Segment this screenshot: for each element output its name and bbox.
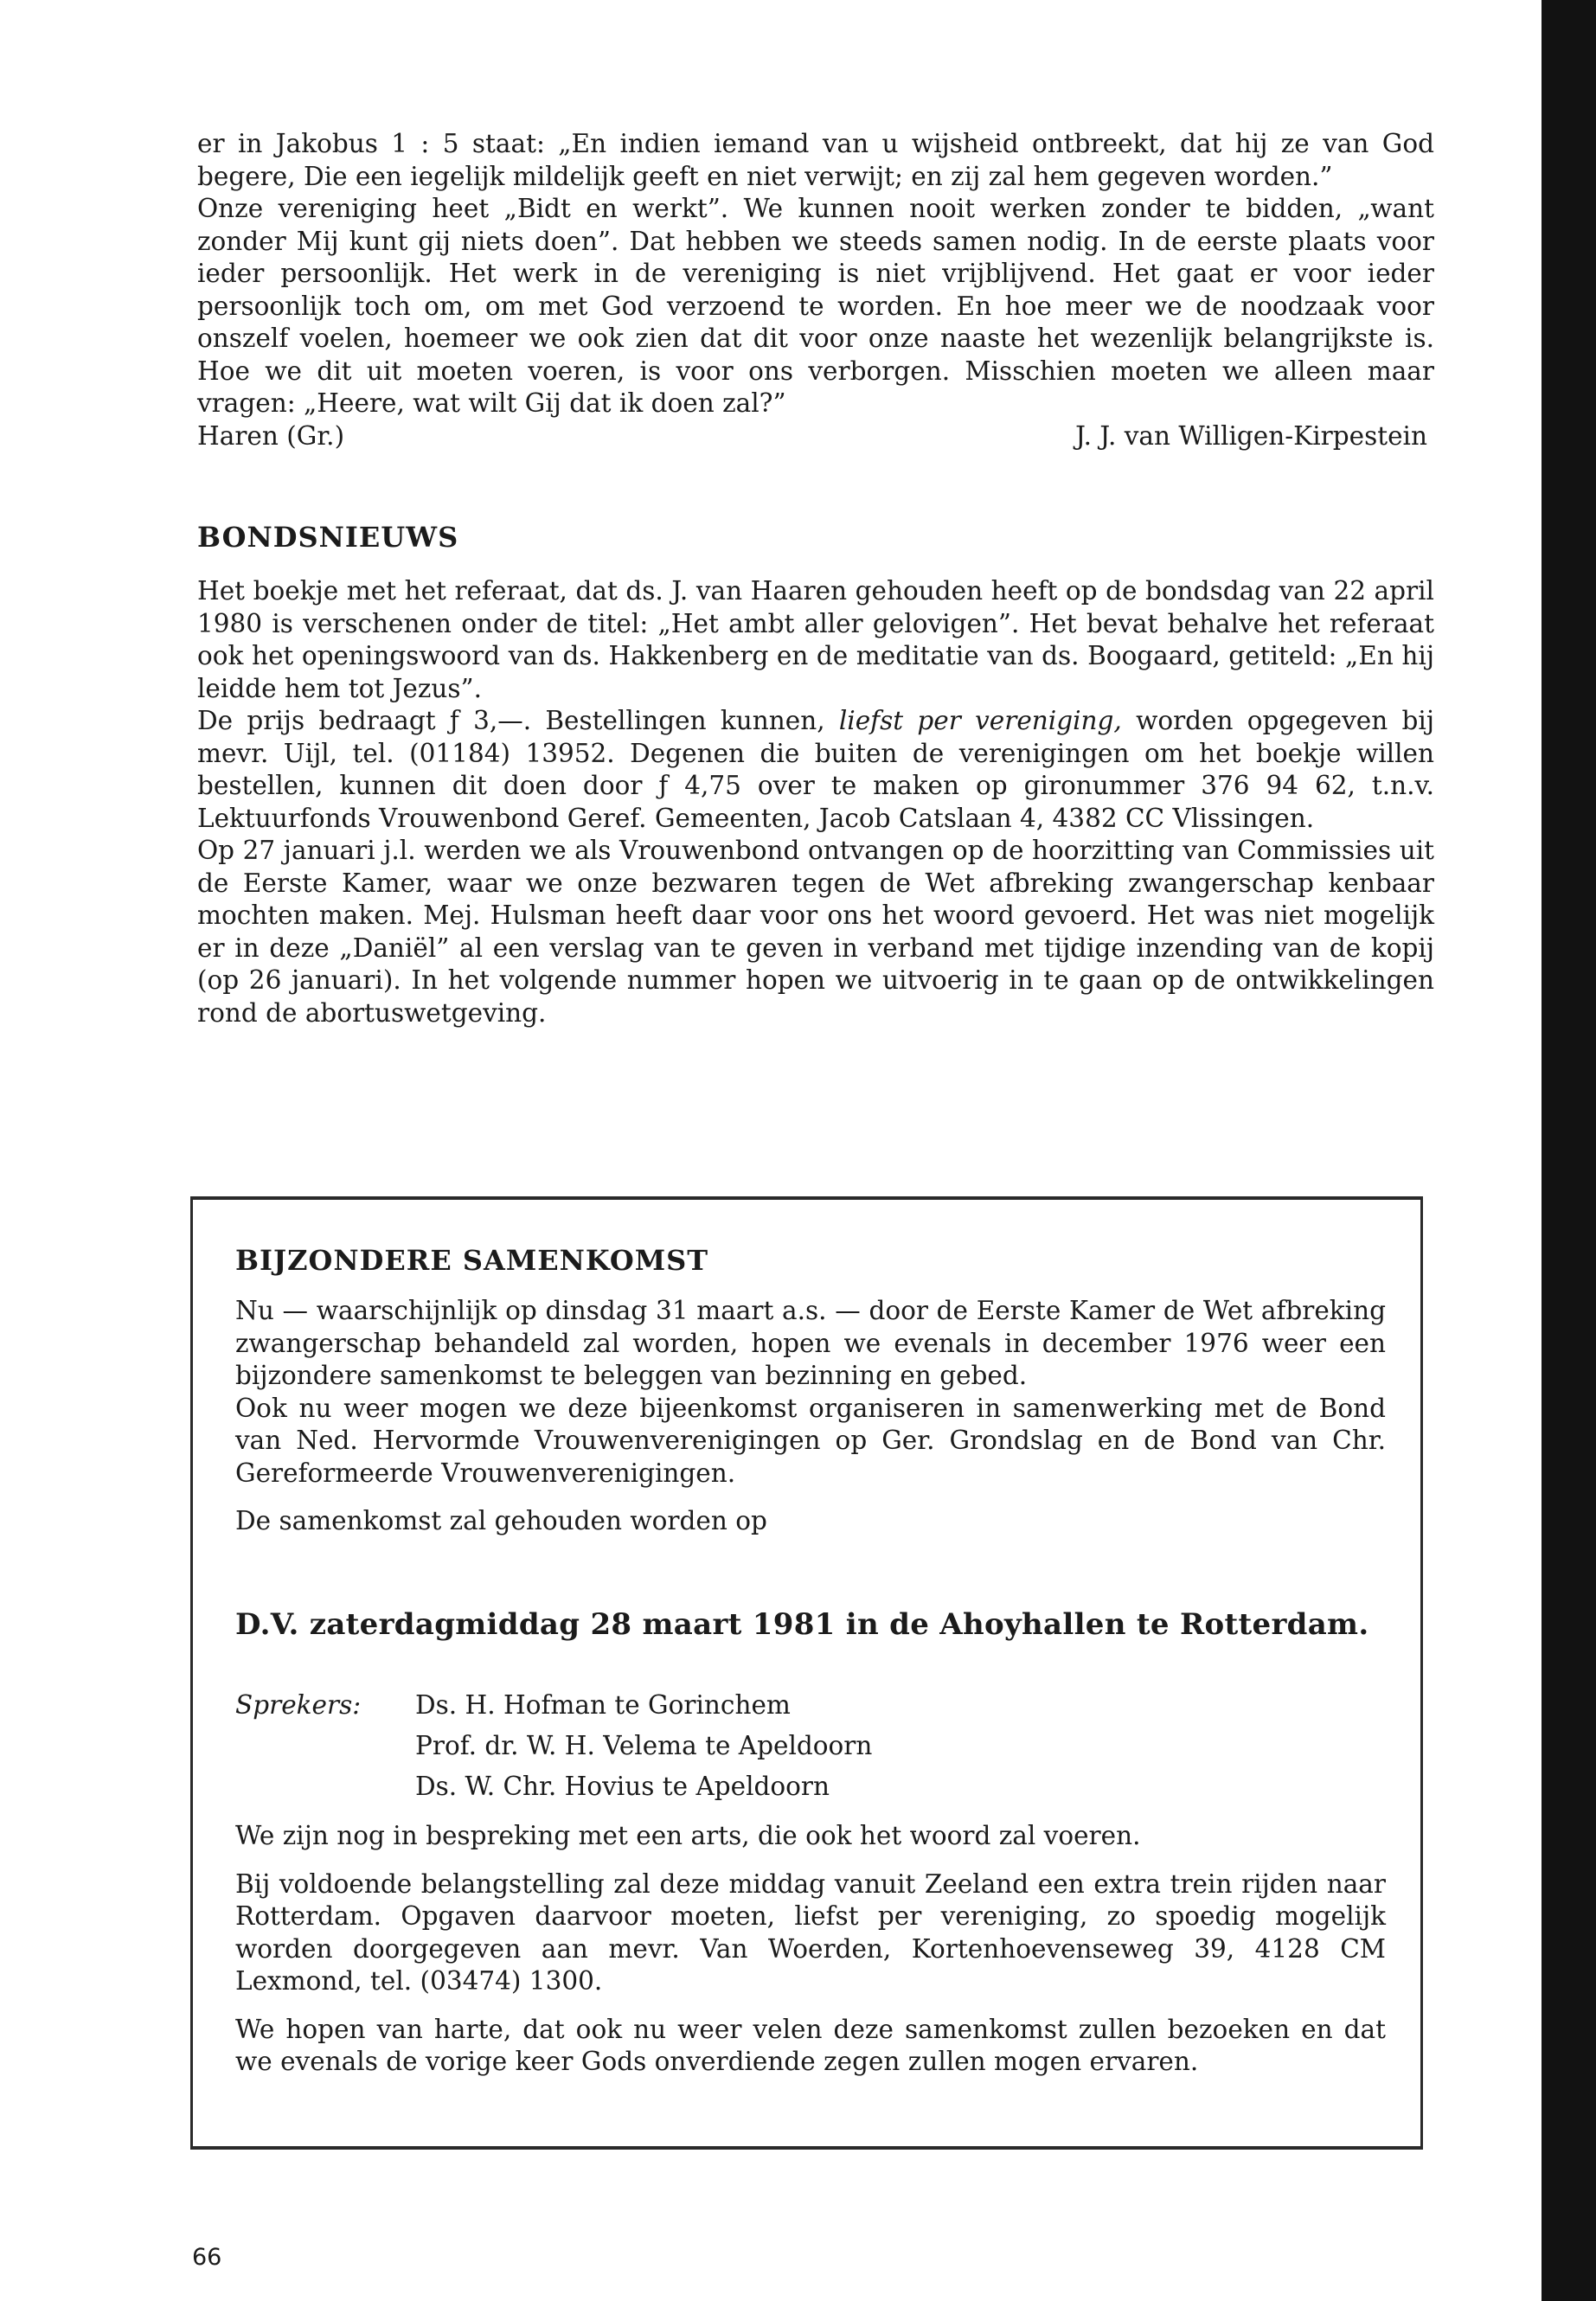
intro-paragraph-1: er in Jakobus 1 : 5 staat: „En indien iemand van u wijsheid ontbreekt, dat hij ze van God begere, Die een iegelijk mildelijk geeft en niet verwijt; en zij zal hem gegeven worden.” [197,129,1434,191]
box-left-border [190,1196,193,2150]
announcement-paragraph-4: We zijn nog in bespreking met een arts, die ook het woord zal voeren. [235,1821,1141,1850]
announcement-paragraph-6: We hopen van harte, dat ook nu weer velen deze samenkomst zullen bezoeken en dat we evenals de vorige keer Gods onverdiende zegen zullen mogen ervaren. [235,2014,1386,2076]
bondsnieuws-heading: BONDSNIEUWS [197,521,459,554]
page-edge-bar [1542,0,1596,2301]
signature-place: Haren (Gr.) [197,420,345,451]
announcement-heading: BIJZONDERE SAMENKOMST [235,1244,709,1277]
intro-section [197,128,1434,452]
bondsnieuws-p2-start: De prijs bedraagt ƒ 3,—. Bestellingen kunnen, [197,706,839,735]
signature-author: J. J. van Willigen-Kirpestein [1075,420,1427,451]
box-bottom-rule [190,2146,1423,2150]
bondsnieuws-paragraph-3: Op 27 januari j.l. werden we als Vrouwenbond ontvangen op de hoorzitting van Commissies uit de Eerste Kamer, waar we onze bezwaren tegen de Wet afbreking zwangerschap kenbaar mochten maken. Mej. Hulsman heeft daar voor ons het woord gevoerd. Het was niet mogelijk er in deze „Daniël” al een verslag van te geven in verband met tijdige inzending van de kopij (op 26 januari). In het volgende nummer hopen we uitvoerig in te gaan op de ontwikkelingen rond de abortuswetgeving. [197,836,1434,1028]
announcement-paragraph-5: Bij voldoende belangstelling zal deze middag vanuit Zeeland een extra trein rijden naar Rotterdam. Opgaven daarvoor moeten, liefst per vereniging, zo spoedig mogelijk worden doorgegeven aan mevr. Van Woerden, Kortenhoevenseweg 39, 4128 CM Lexmond, tel. (03474) 1300. [235,1868,1386,1996]
announcement-paragraph-3: De samenkomst zal gehouden worden op [235,1506,767,1535]
event-date-location: D.V. zaterdagmiddag 28 maart 1981 in de Ahoyhallen te Rotterdam. [235,1607,1369,1642]
speaker-item: Ds. W. Chr. Hovius te Apeldoorn [415,1772,830,1801]
page-number: 66 [192,2244,222,2271]
speakers-list [415,1685,1194,1807]
signature-line [197,420,1434,453]
bondsnieuws-section [197,575,1434,1029]
bondsnieuws-paragraph-2 [197,705,1434,835]
bondsnieuws-p2-end: worden opgegeven bij mevr. Uijl, tel. (01184) 13952. Degenen die buiten de verenigingen om het boekje willen bestellen, kunnen dit doen door ƒ 4,75 over te maken op gironummer 376 94 62, t.n.v. Lektuurfonds Vrouwenbond Geref. Gemeenten, Jacob Catslaan 4, 4382 CC Vlissingen. [197,706,1434,833]
box-right-border [1420,1196,1423,2150]
box-top-rule [190,1196,1423,1200]
speakers-label: Sprekers: [235,1690,362,1720]
speaker-item: Prof. dr. W. H. Velema te Apeldoorn [415,1731,873,1760]
intro-paragraph-2: Onze vereniging heet „Bidt en werkt”. We kunnen nooit werken zonder te bidden, „want zonder Mij kunt gij niets doen”. Dat hebben we steeds samen nodig. In de eerste plaats voor ieder persoonlijk. Het werk in de vereniging is niet vrijblijvend. Het gaat er voor ieder persoonlijk toch om, om met God verzoend te worden. En hoe meer we de noodzaak voor onszelf voelen, hoemeer we ook zien dat dit voor onze naaste het wezenlijk belangrijkste is. Hoe we dit uit moeten voeren, is voor ons verborgen. Misschien moeten we alleen maar vragen: „Heere, wat wilt Gij dat ik doen zal?” [197,194,1434,418]
bondsnieuws-p2-italic: liefst per vereniging, [838,706,1122,735]
bondsnieuws-paragraph-1: Het boekje met het referaat, dat ds. J. van Haaren gehouden heeft op de bondsdag van 22 april 1980 is verschenen onder de titel: „Het ambt aller gelovigen”. Het bevat behalve het referaat ook het openingswoord van ds. Hakkenberg en de meditatie van ds. Boogaard, getiteld: „En hij leidde hem tot Jezus”. [197,576,1434,703]
speaker-item: Ds. H. Hofman te Gorinchem [415,1690,791,1720]
announcement-paragraph-1: Nu — waarschijnlijk op dinsdag 31 maart a.s. — door de Eerste Kamer de Wet afbreking zwangerschap behandeld zal worden, hopen we evenals in december 1976 weer een bijzondere samenkomst te beleggen van bezinning en gebed. [235,1296,1386,1390]
announcement-details [235,1820,1386,2079]
announcement-intro [235,1295,1386,1538]
announcement-paragraph-2: Ook nu weer mogen we deze bijeenkomst organiseren in samenwerking met de Bond van Ned. Hervormde Vrouwenverenigingen op Ger. Grondslag en de Bond van Chr. Gereformeerde Vrouwenverenigingen. [235,1393,1386,1488]
